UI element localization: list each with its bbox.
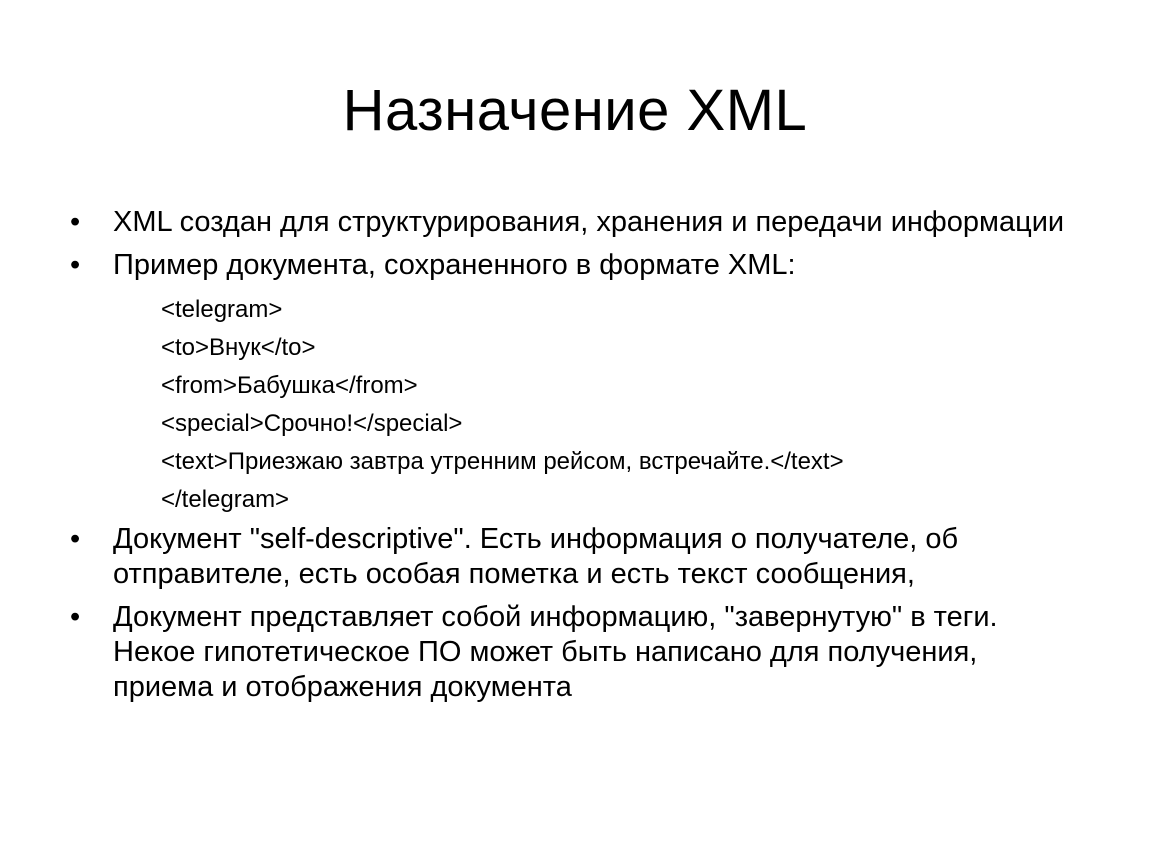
bullet-item: [70, 600, 1070, 705]
xml-example: [161, 291, 1070, 519]
bullet-item: [70, 205, 1070, 240]
xml-line: <telegram>: [161, 296, 283, 323]
xml-line: </telegram>: [161, 486, 290, 513]
xml-line: <text>Приезжаю завтра утренним рейсом, встречайте.</text>: [161, 448, 844, 475]
xml-line: <special>Срочно!</special>: [161, 410, 463, 437]
bullet-dot-icon: •: [70, 601, 81, 633]
xml-line: <to>Внук</to>: [161, 334, 316, 361]
bullet-text: XML создан для структурирования, хранения и передачи информации: [113, 206, 1065, 238]
bullet-dot-icon: •: [70, 249, 81, 281]
bullet-item: [70, 248, 1070, 283]
xml-line: <from>Бабушка</from>: [161, 372, 418, 399]
bullet-item: [70, 522, 1070, 592]
bullet-text: Документ "self-descriptive". Есть информация о получателе, об отправителе, есть особая пометка и есть текст сообщения,: [113, 523, 959, 590]
slide-title: Назначение XML: [342, 78, 808, 143]
bullet-dot-icon: •: [70, 523, 81, 555]
bullet-text: Пример документа, сохраненного в формате XML:: [113, 249, 796, 281]
bullet-dot-icon: •: [70, 206, 81, 238]
bullet-list: [70, 205, 1070, 713]
bullet-text: Документ представляет собой информацию, "завернутую" в теги. Некое гипотетическое ПО может быть написано для получения, приема и отображения документа: [113, 601, 998, 703]
